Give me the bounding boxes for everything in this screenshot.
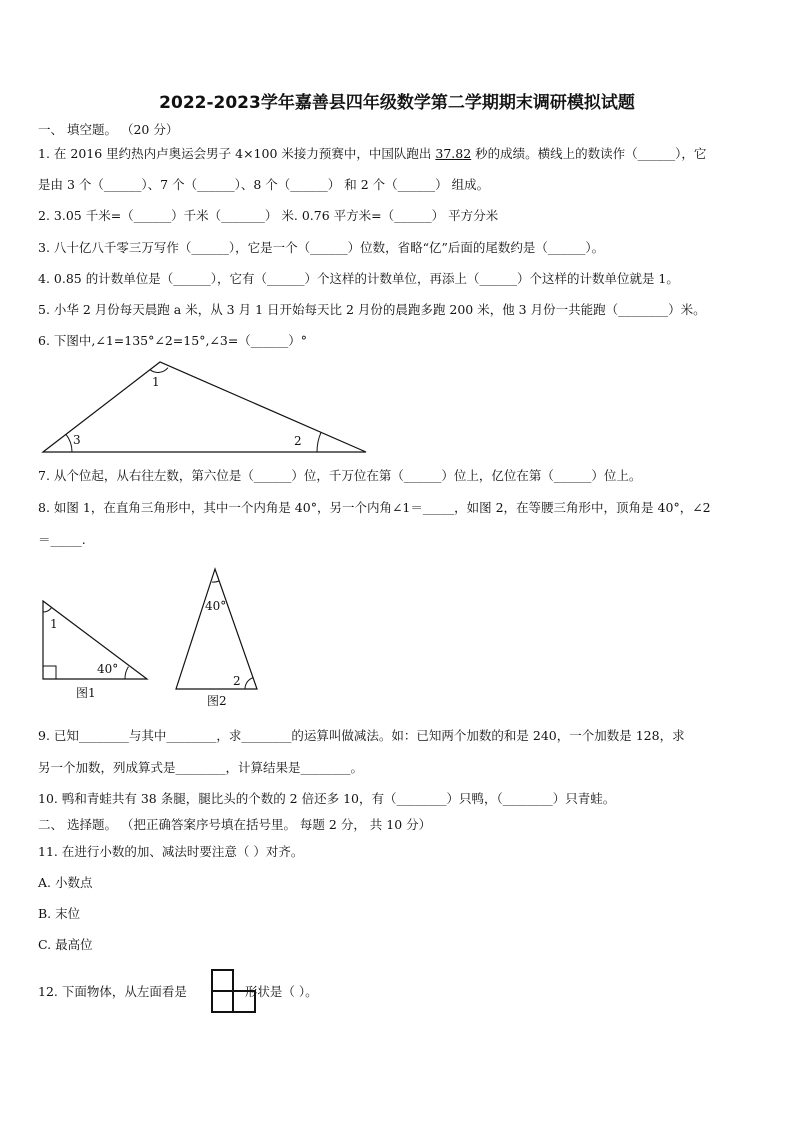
fig2-angle-2-label: 2 (233, 674, 241, 688)
question-6: 6. 下图中,∠1=135°∠2=15°,∠3=（______）° (38, 333, 308, 348)
question-3: 3. 八十亿八千零三万写作（______），它是一个（______）位数，省略“亿”后面的尾数约是（______）。 (38, 240, 605, 255)
fig1-caption: 图1 (76, 686, 96, 700)
question-10: 10. 鸭和青蛙共有 38 条腿，腿比头的个数的 2 倍还多 10，有（________）只鸭，（________）只青蛙。 (38, 791, 616, 806)
section-fill-blank: 一、 填空题。 （20 分） (38, 122, 179, 137)
q6-angle-2-label: 2 (294, 434, 302, 448)
q1-underlined-number: 37.82 (435, 146, 472, 161)
option-a: A. 小数点 (38, 875, 93, 890)
page-title: 2022-2023学年嘉善县四年级数学第二学期期末调研模拟试题 (159, 93, 635, 113)
question-1-line-2: 是由 3 个（______）、7 个（______）、8 个（______） 和 2 个（______） 组成。 (38, 177, 490, 192)
q6-angle-3-label: 3 (73, 433, 81, 447)
q12-text: 12. 下面物体，从左面看是 (38, 984, 187, 999)
fig1-angle-40-label: 40° (97, 662, 119, 676)
question-8-line-1: 8. 如图 1，在直角三角形中，其中一个内角是 40°，另一个内角∠1＝_____，如图 2，在等腰三角形中，顶角是 40°，∠2 (38, 500, 711, 515)
fig1-angle-1-label: 1 (50, 617, 58, 631)
q6-angle-1-label: 1 (152, 375, 160, 389)
q12-text-rest: 形状是（ ）。 (244, 984, 318, 999)
question-5: 5. 小华 2 月份每天晨跑 a 米，从 3 月 1 日开始每天比 2 月份的晨跑多跑 200 米，他 3 月份一共能跑（________）米。 (38, 302, 706, 317)
section-multiple-choice: 二、 选择题。 （把正确答案序号填在括号里。 每题 2 分， 共 10 分） (38, 817, 432, 832)
fig2-angle-40-label: 40° (205, 599, 227, 613)
fig2-caption: 图2 (207, 694, 227, 708)
option-b: B. 末位 (38, 906, 81, 921)
question-2: 2. 3.05 千米=（______）千米（_______） 米. 0.76 平方米=（______） 平方分米 (38, 208, 499, 223)
question-8-line-2: ＝_____. (38, 532, 86, 547)
option-c: C. 最高位 (38, 937, 93, 952)
q1-text-rest: 秒的成绩。横线上的数读作（______），它 (471, 146, 707, 161)
question-11: 11. 在进行小数的加、减法时要注意（ ）对齐。 (38, 844, 304, 859)
q1-text: 1. 在 2016 里约热内卢奥运会男子 4×100 米接力预赛中，中国队跑出 (38, 146, 436, 161)
question-4: 4. 0.85 的计数单位是（______），它有（______）个这样的计数单位，再添上（______）个这样的计数单位就是 1。 (38, 271, 679, 286)
question-7: 7. 从个位起，从右往左数，第六位是（______）位，千万位在第（______）位上，亿位在第（______）位上。 (38, 468, 642, 483)
question-9-line-1: 9. 已知________与其中________，求________的运算叫做减法。如：已知两个加数的和是 240，一个加数是 128，求 (38, 728, 685, 743)
question-9-line-2: 另一个加数，列成算式是________，计算结果是________。 (38, 760, 364, 775)
